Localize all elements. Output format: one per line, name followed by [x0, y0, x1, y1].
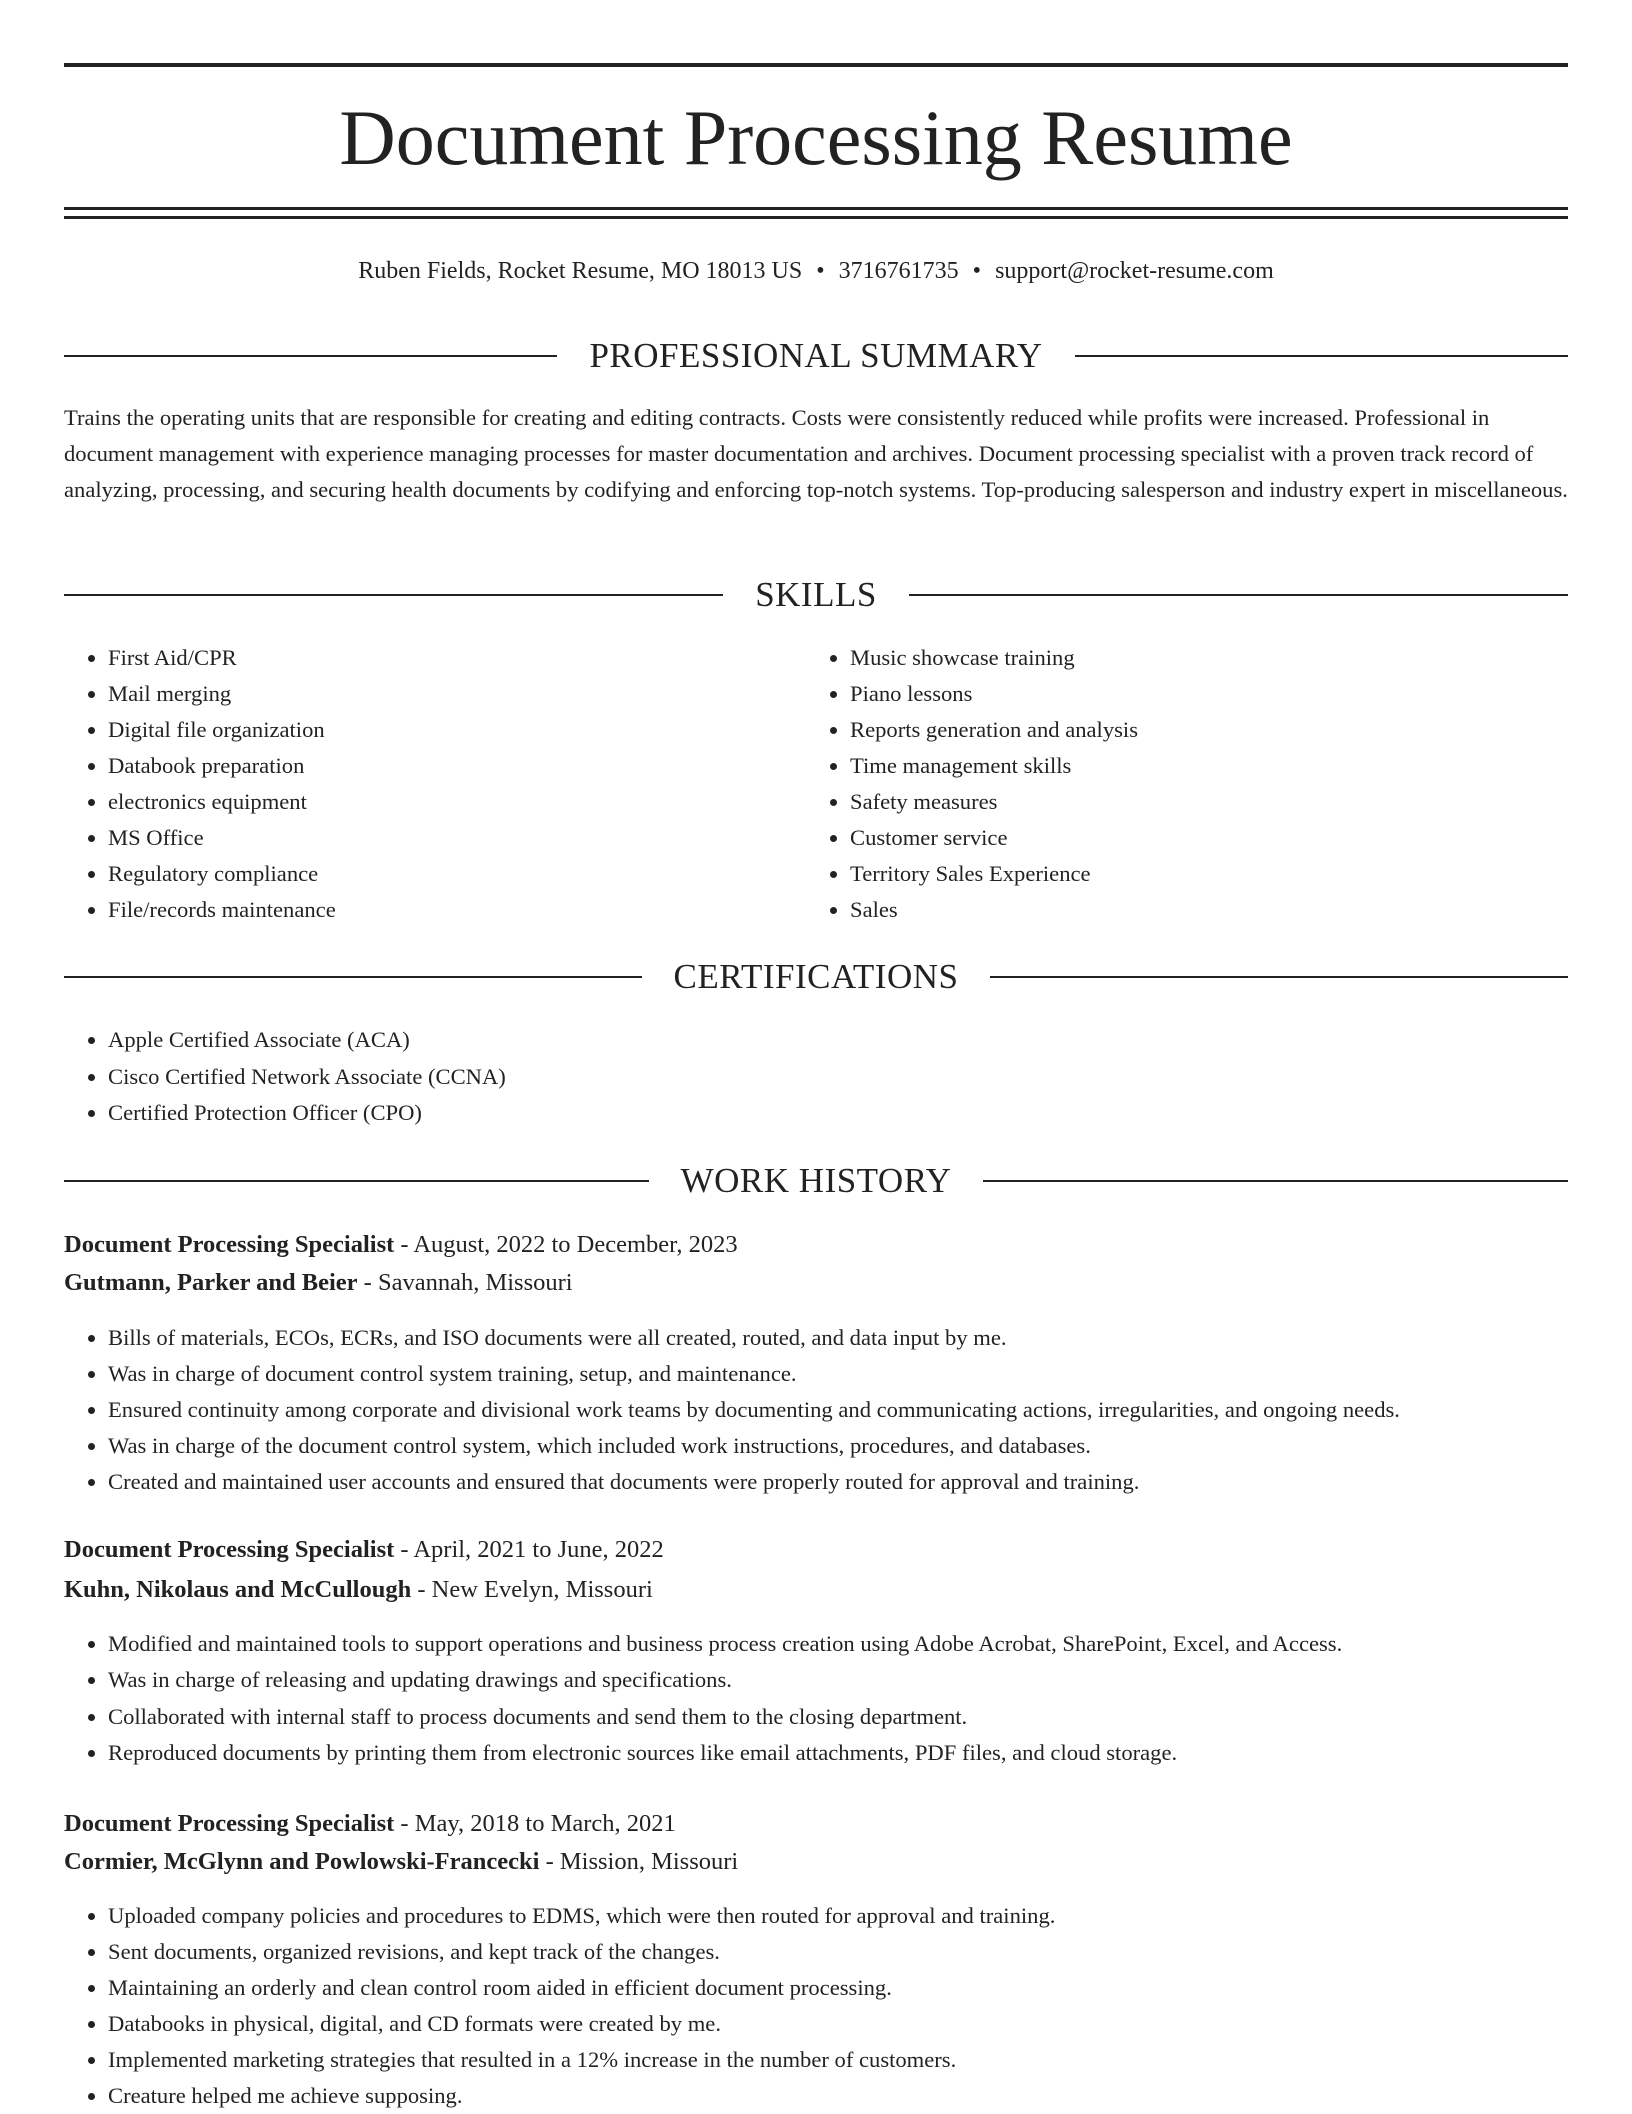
job-company: Gutmann, Parker and Beier	[64, 1269, 358, 1296]
list-item: • Databooks in physical, digital, and CD formats were created by me.	[108, 2006, 1578, 2042]
work-section-heading	[64, 1159, 1568, 1203]
list-item: • Was in charge of document control system training, setup, and maintenance.	[108, 1356, 1578, 1392]
heading-rule-left	[64, 355, 557, 357]
skills-section-heading	[64, 573, 1568, 617]
job-bullets	[64, 1320, 1578, 1500]
job-title-line	[64, 1806, 1568, 1842]
list-item: • Databook preparation	[108, 748, 808, 784]
heading-rule-right	[909, 594, 1568, 596]
list-item: • Reproduced documents by printing them from electronic sources like email attachments, PDF files, and cloud storage.	[108, 1735, 1578, 1771]
job-dates: - April, 2021 to June, 2022	[394, 1536, 664, 1563]
list-item: • Was in charge of releasing and updating drawings and specifications.	[108, 1662, 1578, 1698]
list-item: • File/records maintenance	[108, 892, 808, 928]
list-item: • Reports generation and analysis	[850, 712, 1550, 748]
job-company: Kuhn, Nikolaus and McCullough	[64, 1576, 412, 1603]
header-double-rule-upper	[64, 207, 1568, 210]
heading-rule-left	[64, 976, 642, 978]
list-item: • Piano lessons	[850, 676, 1550, 712]
job-location: - New Evelyn, Missouri	[411, 1576, 653, 1603]
job-company-line	[64, 1265, 1568, 1301]
contact-line	[64, 253, 1568, 289]
list-item: • Digital file organization	[108, 712, 808, 748]
list-item: • Regulatory compliance	[108, 856, 808, 892]
summary-section-heading	[64, 334, 1568, 378]
skills-list-right	[806, 640, 1550, 928]
resume-title: Document Processing Resume	[339, 94, 1293, 181]
heading-rule-left	[64, 1180, 649, 1182]
job-dates: - May, 2018 to March, 2021	[394, 1810, 676, 1837]
job-title: Document Processing Specialist	[64, 1536, 395, 1563]
list-item: • Ensured continuity among corporate and divisional work teams by documenting and communicating actions, irregularities, and ongoing needs.	[108, 1392, 1578, 1428]
list-item: • Time management skills	[850, 748, 1550, 784]
list-item: • MS Office	[108, 820, 808, 856]
section-title: PROFESSIONAL SUMMARY	[589, 336, 1043, 375]
list-item: • Safety measures	[850, 784, 1550, 820]
list-item: • Cisco Certified Network Associate (CCNA)	[108, 1059, 1568, 1095]
list-item: • Certified Protection Officer (CPO)	[108, 1095, 1568, 1131]
header-double-rule-lower	[64, 216, 1568, 219]
list-item: • Maintaining an orderly and clean control room aided in efficient document processing.	[108, 1970, 1578, 2006]
list-item: • Territory Sales Experience	[850, 856, 1550, 892]
section-title: CERTIFICATIONS	[673, 957, 959, 996]
job-location: - Mission, Missouri	[539, 1848, 739, 1875]
list-item: • Customer service	[850, 820, 1550, 856]
section-title: SKILLS	[755, 575, 877, 614]
list-item: • Created and maintained user accounts and ensured that documents were properly routed for approval and training.	[108, 1464, 1578, 1500]
list-item: • Uploaded company policies and procedures to EDMS, which were then routed for approval and training.	[108, 1898, 1578, 1934]
job-company: Cormier, McGlynn and Powlowski-Francecki	[64, 1848, 540, 1875]
job-company-line	[64, 1572, 1568, 1608]
certifications-list	[64, 1022, 1568, 1131]
list-item: • First Aid/CPR	[108, 640, 808, 676]
list-item: • Modified and maintained tools to support operations and business process creation using Adobe Acrobat, SharePoint, Excel, and Access.	[108, 1626, 1578, 1662]
skills-list-left	[64, 640, 808, 928]
job-title: Document Processing Specialist	[64, 1231, 395, 1258]
job-title: Document Processing Specialist	[64, 1810, 395, 1837]
list-item: • Collaborated with internal staff to process documents and send them to the closing department.	[108, 1699, 1578, 1735]
heading-rule-left	[64, 594, 723, 596]
job-dates: - August, 2022 to December, 2023	[394, 1231, 738, 1258]
job-bullets	[64, 1898, 1578, 2114]
job-title-line	[64, 1227, 1568, 1263]
heading-rule-right	[990, 976, 1568, 978]
list-item: • Sales	[850, 892, 1550, 928]
contact-phone: 3716761735	[838, 258, 959, 284]
contact-separator: •	[816, 258, 825, 284]
list-item: • Mail merging	[108, 676, 808, 712]
contact-separator: •	[972, 258, 982, 284]
list-item: • Apple Certified Associate (ACA)	[108, 1022, 1568, 1058]
job-location: - Savannah, Missouri	[357, 1269, 573, 1296]
summary-text: Trains the operating units that are responsible for creating and editing contracts. Costs were consistently reduced while profits were increased. Professional in document management with experience managing processes for master documentation and archives. Document processing specialist with a proven track record of analyzing, processing, and securing health documents by codifying and enforcing top-notch systems. Top-producing salesperson and industry expert in miscellaneous.	[64, 405, 1568, 502]
list-item: • Sent documents, organized revisions, and kept track of the changes.	[108, 1934, 1578, 1970]
section-title: WORK HISTORY	[680, 1161, 952, 1200]
list-item: • Music showcase training	[850, 640, 1550, 676]
contact-email[interactable]: support@rocket-resume.com	[995, 258, 1274, 284]
list-item: • Implemented marketing strategies that resulted in a 12% increase in the number of customers.	[108, 2042, 1578, 2078]
header-top-rule	[64, 63, 1568, 67]
job-title-line	[64, 1532, 1568, 1568]
list-item: • Bills of materials, ECOs, ECRs, and ISO documents were all created, routed, and data input by me.	[108, 1320, 1578, 1356]
heading-rule-right	[983, 1180, 1568, 1182]
job-company-line	[64, 1844, 1568, 1880]
list-item: • Was in charge of the document control system, which included work instructions, procedures, and databases.	[108, 1428, 1578, 1464]
list-item: • Creature helped me achieve supposing.	[108, 2078, 1578, 2114]
job-bullets	[64, 1626, 1578, 1771]
certifications-section-heading	[64, 955, 1568, 999]
heading-rule-right	[1075, 355, 1568, 357]
contact-address: Ruben Fields, Rocket Resume, MO 18013 US	[358, 258, 803, 284]
list-item: • electronics equipment	[108, 784, 808, 820]
